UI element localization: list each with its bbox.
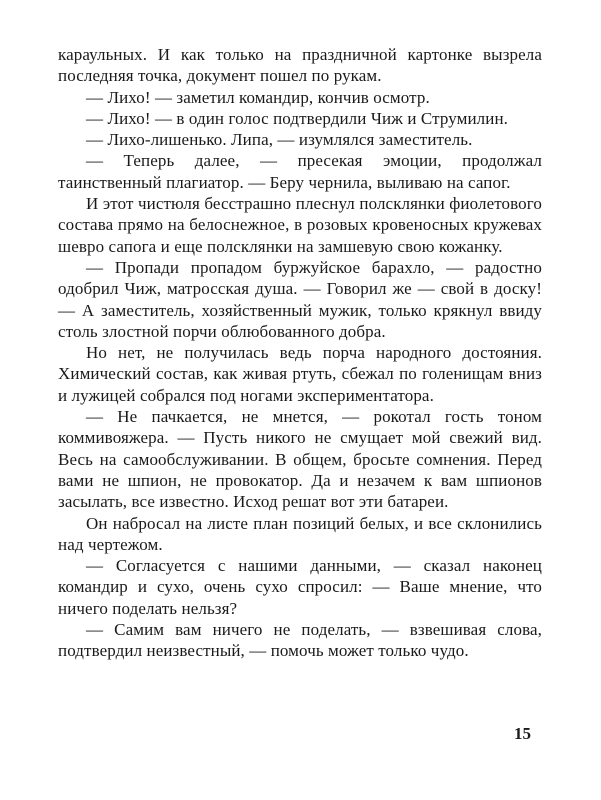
paragraph-5: — Теперь далее, — пресекая эмоции, продолжал таинственный плагиатор. — Беру чернила, выливаю на сапог. <box>58 151 542 192</box>
paragraph-4: — Лихо-лишенько. Липа, — изумлялся заместитель. <box>86 130 473 150</box>
page-number: 15 <box>514 724 531 743</box>
paragraph-6: И этот чистюля бесстрашно плеснул полсклянки фиолетового состава прямо на белоснежное, в розовых кровеносных кружевах шевро сапога и еще полсклянки на замшевую свою кожанку. <box>58 194 542 256</box>
paragraph-9: — Не пачкается, не мнется, — рокотал гость тоном коммивояжера. — Пусть никого не смущает мой свежий вид. Весь на самообслуживании. В общем, бросьте сомнения. Перед вами не шпион, не провокатор. Да и незачем к вам шпионов засылать, все известно. Исход решат вот эти батареи. <box>58 407 542 512</box>
paragraph-11: — Согласуется с нашими данными, — сказал наконец командир и сухо, очень сухо спросил: — Ваше мнение, что ничего поделать нельзя? <box>58 556 542 618</box>
paragraph-1: караульных. И как только на праздничной картонке вызрела последняя точка, документ пошел по рукам. <box>58 45 542 86</box>
paragraph-12: — Самим вам ничего не поделать, — взвешивая слова, подтвердил неизвестный, — помочь может только чудо. <box>58 620 542 661</box>
paragraph-7: — Пропади пропадом буржуйское барахло, — радостно одобрил Чиж, матросская душа. — Говорил же — свой в доску! — А заместитель, хозяйственный мужик, только крякнул ввиду столь злостной порчи облюбованного добра. <box>58 257 542 341</box>
paragraph-8: Но нет, не получилась ведь порча народного достояния. Химический состав, как живая ртуть, сбежал по голенищам вниз и лужицей собрался под ногами экспериментатора. <box>58 343 542 405</box>
page-text <box>58 44 542 662</box>
paragraph-3: — Лихо! — в один голос подтвердили Чиж и Струмилин. <box>86 108 508 128</box>
paragraph-10: Он набросал на листе план позиций белых, и все склонились над чертежом. <box>58 513 542 554</box>
paragraph-2: — Лихо! — заметил командир, кончив осмотр. <box>86 87 430 107</box>
